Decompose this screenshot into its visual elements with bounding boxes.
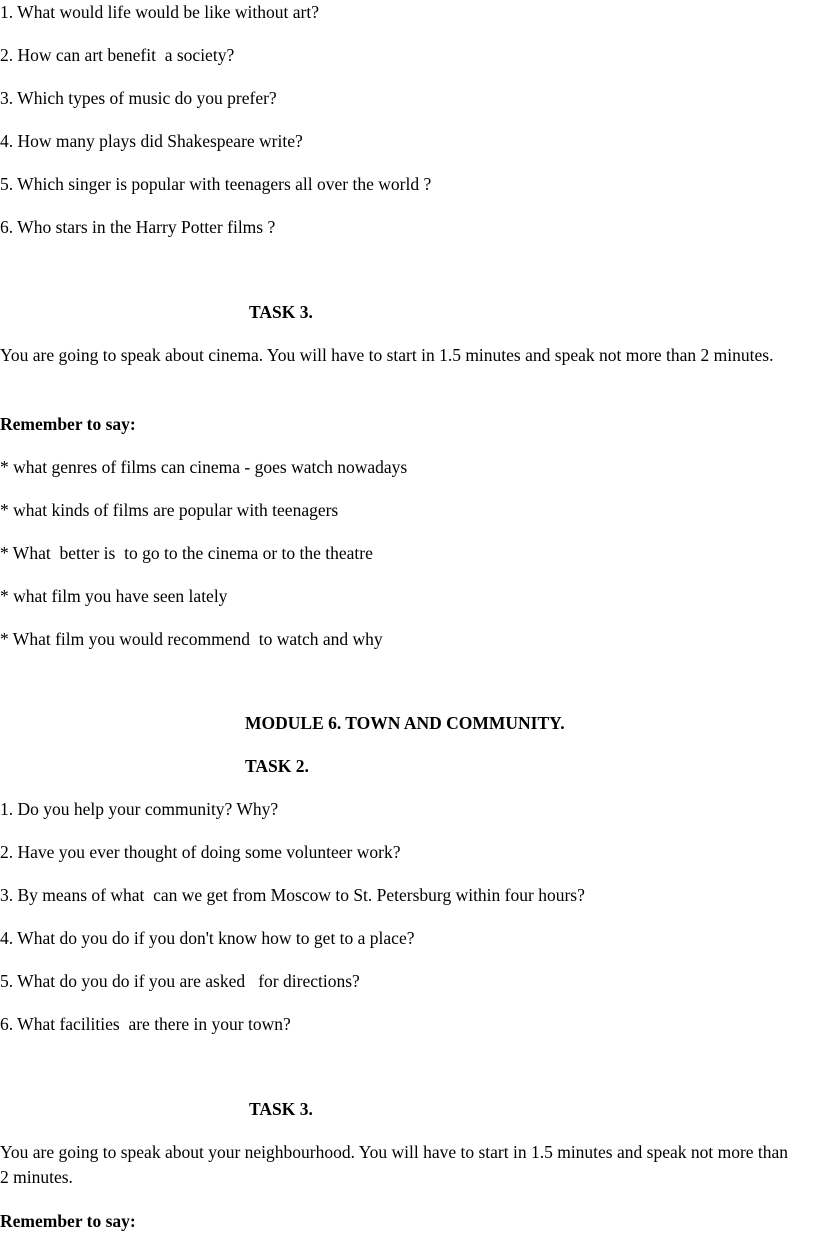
remember-heading: Remember to say: (0, 414, 136, 434)
module-question-1: 1. Do you help your community? Why? (0, 799, 279, 819)
question-4: 4. How many plays did Shakespeare write? (0, 131, 303, 151)
point-3: * What better is to go to the cinema or to the theatre (0, 543, 373, 563)
point-5: * What film you would recommend to watch and why (0, 629, 383, 649)
task2-heading: TASK 2. (245, 756, 309, 776)
module-question-4: 4. What do you do if you don't know how to get to a place? (0, 928, 415, 948)
question-6: 6. Who stars in the Harry Potter films ? (0, 217, 276, 237)
module-question-5: 5. What do you do if you are asked for directions? (0, 971, 360, 991)
module-task3-instruction: You are going to speak about your neighbourhood. You will have to start in 1.5 minutes and speak not more than 2 minutes. (0, 1142, 789, 1187)
question-5: 5. Which singer is popular with teenagers all over the world ? (0, 174, 432, 194)
module-task3-heading: TASK 3. (249, 1099, 313, 1119)
question-1: 1. What would life would be like without art? (0, 2, 319, 22)
question-2: 2. How can art benefit a society? (0, 45, 235, 65)
module-question-3: 3. By means of what can we get from Moscow to St. Petersburg within four hours? (0, 885, 585, 905)
module-question-6: 6. What facilities are there in your town? (0, 1014, 291, 1034)
module-remember-heading: Remember to say: (0, 1211, 136, 1231)
point-4: * what film you have seen lately (0, 586, 228, 606)
module-title: MODULE 6. TOWN AND COMMUNITY. (245, 713, 565, 733)
task3-heading: TASK 3. (249, 302, 313, 322)
task3-instruction: You are going to speak about cinema. You will have to start in 1.5 minutes and speak not more than 2 minutes. (0, 345, 774, 365)
point-1: * what genres of films can cinema - goes watch nowadays (0, 457, 408, 477)
point-2: * what kinds of films are popular with teenagers (0, 500, 339, 520)
question-3: 3. Which types of music do you prefer? (0, 88, 277, 108)
module-question-2: 2. Have you ever thought of doing some volunteer work? (0, 842, 401, 862)
